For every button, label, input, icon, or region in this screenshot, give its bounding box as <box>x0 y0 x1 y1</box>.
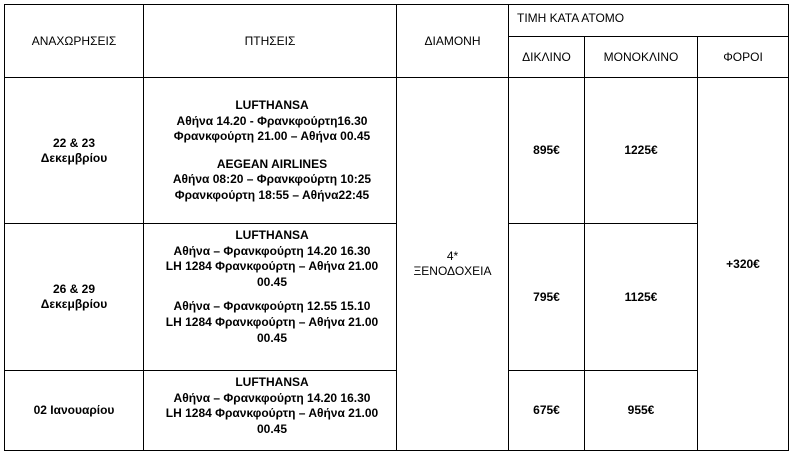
row3-flights <box>144 375 400 437</box>
row1-date <box>5 78 143 223</box>
header-departures: ΑΝΑΧΩΡΗΣΕΙΣ <box>31 33 117 48</box>
header-taxes: ΦΟΡΟΙ <box>723 49 763 64</box>
row2-a1-line2: LH 1284 Φρανκφούρτη – Αθήνα 21.00 <box>165 259 379 274</box>
hotel-stars: 4* <box>446 249 459 263</box>
row1-a1-line2: Φρανκφούρτη 21.00 – Αθήνα 00.45 <box>173 129 371 144</box>
row3-single-price: 955€ <box>627 403 655 417</box>
row2-a1-line1: Αθήνα – Φρανκφούρτη 14.20 16.30 <box>173 243 371 258</box>
row1-date-line1: 22 & 23 <box>52 135 96 150</box>
row1-double-price: 895€ <box>533 143 560 157</box>
row2-a2-line3: 00.45 <box>256 330 288 345</box>
header-price-per-person: ΤΙΜΗ ΚΑΤΑ ΑΤΟΜΟ <box>517 10 625 25</box>
row1-airline2: AEGEAN AIRLINES <box>216 156 328 171</box>
row2-flights <box>144 228 400 346</box>
row2-airline1: LUFTHANSA <box>235 228 309 242</box>
row2-date-line1: 26 & 29 <box>52 282 96 296</box>
taxes-value: +320€ <box>726 256 760 271</box>
row3-double-price: 675€ <box>533 403 560 417</box>
row1-a2-line1: Αθήνα 08:20 – Φρανκφούρτη 10:25 <box>172 172 372 187</box>
rule-right <box>788 4 789 451</box>
row3-a1-line1: Αθήνα – Φρανκφούρτη 14.20 16.30 <box>173 390 371 405</box>
header-accommodation: ΔΙΑΜΟΝΗ <box>424 33 481 48</box>
row2-single-price: 1125€ <box>624 289 658 304</box>
header-flights: ΠΤΗΣΕΙΣ <box>244 33 296 48</box>
row2-a1-line3: 00.45 <box>256 274 288 289</box>
row1-a2-line2: Φρανκφούρτη 18:55 – Αθήνα22:45 <box>174 187 370 202</box>
row1-a1-line1: Αθήνα 14.20 - Φρανκφούρτη16.30 <box>176 113 368 128</box>
row1-flights <box>144 98 400 204</box>
row1-single-price: 1225€ <box>624 143 658 157</box>
packages-table <box>4 4 789 451</box>
row2-date <box>5 224 143 370</box>
row2-a2-line1: Αθήνα – Φρανκφούρτη 12.55 15.10 <box>173 299 371 314</box>
hotel-type: ΞΕΝΟΔΟΧΕΙΑ <box>413 264 492 278</box>
row1-date-line2: Δεκεμβρίου <box>40 150 108 165</box>
accommodation-cell <box>397 78 508 450</box>
row3-airline1: LUFTHANSA <box>235 375 309 389</box>
row3-date: 02 Ιανουαρίου <box>33 403 115 417</box>
row2-double-price: 795€ <box>533 289 560 304</box>
row2-a2-line2: LH 1284 Φρανκφούρτη – Αθήνα 21.00 <box>165 314 379 329</box>
row2-date-line2: Δεκεμβρίου <box>40 297 108 311</box>
header-double: ΔΙΚΛΙΝΟ <box>522 49 571 64</box>
row3-a1-line3: 00.45 <box>256 421 288 436</box>
header-single: ΜΟΝΟΚΛΙΝΟ <box>603 49 679 64</box>
row1-airline1: LUFTHANSA <box>235 98 309 112</box>
row3-a1-line2: LH 1284 Φρανκφούρτη – Αθήνα 21.00 <box>165 406 379 421</box>
